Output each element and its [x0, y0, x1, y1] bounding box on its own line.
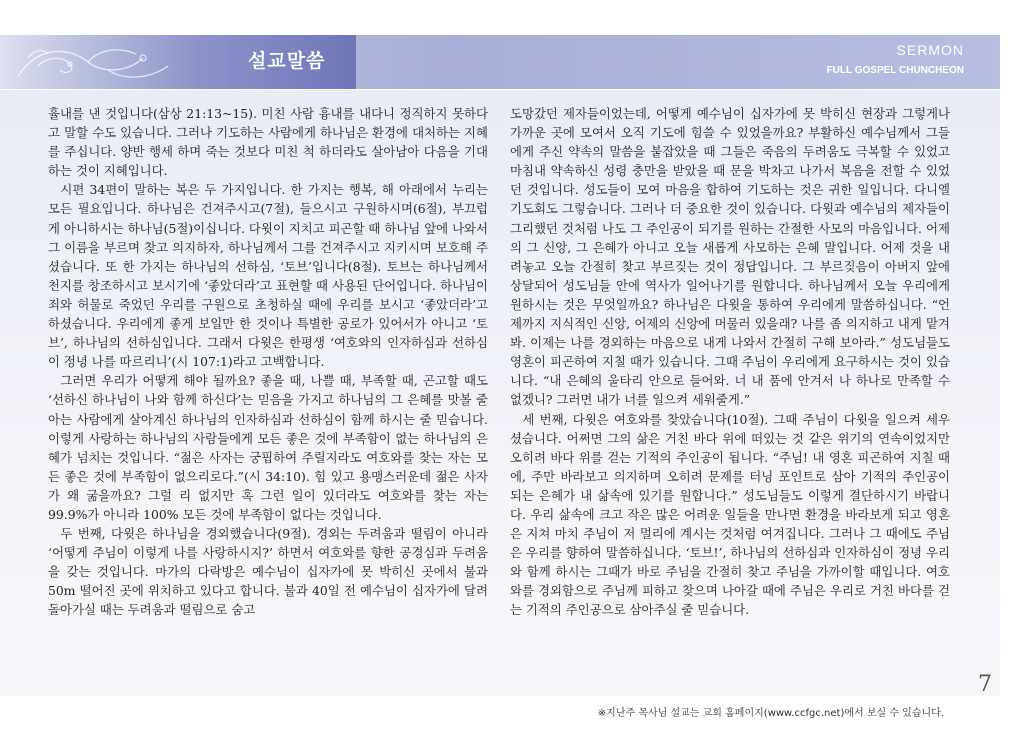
right-text-column — [510, 104, 950, 620]
page-edge — [1000, 35, 1024, 696]
left-text-column — [48, 104, 488, 620]
paragraph: 시편 34편이 말하는 복은 두 가지입니다. 한 가지는 행복, 해 아래에서 누리는 모든 필요입니다. 하나님은 건져주시고(7절), 들으시고 구원하시며(6절), 부끄럽게 아니하시는 하나님(5절)이십니다. 다윗이 지치고 피곤할 때 하나님 앞에 나와서 그 이름을 부르며 찾고 의지하자, 하나님께서 그를 건져주시고 지키시며 보호해 주셨습니다. 또 한 가지는 하나님의 선하심, ‘토브’입니다(8절). 토브는 하나님께서 천지를 창조하시고 보시기에 ‘좋았더라’고 표현할 때 사용된 단어입니다. 하나님이 죄와 허물로 죽었던 우리를 구원으로 초청하실 때에 우리를 보시고 ‘좋았더라’고 하셨습니다. 우리에게 좋게 보일만 한 것이나 특별한 공로가 있어서가 아니고 ‘토브’, 하나님의 선하심입니다. 그래서 다윗은 한평생 ‘여호와의 인자하심과 선하심이 정녕 나를 따르리니’(시 107:1)라고 고백합니다. — [48, 182, 488, 370]
sermon-label: SERMON — [896, 42, 964, 58]
flourish-ornament-icon — [8, 36, 208, 88]
section-title: 설교말씀 — [248, 50, 326, 72]
paragraph: 휼내를 낸 것입니다(삼상 21:13~15). 미친 사람 흉내를 내다니 정직하지 못하다고 말할 수도 있습니다. 그러나 기도하는 사람에게 하나님은 환경에 대처하는 지혜를 주십니다. 양반 행세 하며 죽는 것보다 미친 척 하더라도 살아남아 다음을 기대하는 것이 지혜입니다. — [48, 106, 488, 179]
church-name: FULL GOSPEL CHUNCHEON — [826, 65, 964, 76]
paragraph: 그러면 우리가 어떻게 해야 될까요? 좋을 때, 나쁠 때, 부족할 때, 곤고할 때도 ‘선하신 하나님이 나와 함께 하신다’는 믿음을 가지고 하나님의 그 은혜를 맛볼 줄 아는 사람에게 살아계신 하나님의 인자하심과 선하심이 함께 하시는 줄 믿습니다. 이렇게 사랑하는 하나님의 사람들에게 모든 좋은 것에 부족함이 없는 하나님의 은혜가 넘치는 것입니다. “젊은 사자는 궁핍하여 주릴지라도 여호와를 찾는 자는 모든 좋은 것에 부족함이 없으리로다.”(시 34:10). 힘 있고 용맹스러운데 젊은 사자가 왜 굶을까요? 그럴 리 없지만 혹 그런 일이 있더라도 여호와를 찾는 자는 99.9%가 아니라 100% 모든 것에 부족함이 없다는 것입니다. — [48, 373, 488, 522]
footnote: ※지난주 목사님 설교는 교회 홈페이지(www.ccfgc.net)에서 보실 수 있습니다. — [597, 708, 944, 719]
paragraph: 세 번째, 다윗은 여호와를 찾았습니다(10절). 그때 주님이 다윗을 일으켜 세우셨습니다. 어쩌면 그의 삶은 거친 바다 위에 떠있는 것 같은 위기의 연속이었지만 오히려 바다 위를 걷는 기적의 주인공이 됩니다. “주님! 내 영혼 피곤하여 지칠 때에, 주만 바라보고 의지하며 오히려 문제를 터닝 포인트로 삼아 기적의 주인공이 되는 은혜가 내 삶속에 있기를 원합니다.” 성도님들도 이렇게 결단하시기 바랍니다. 우리 삶속에 크고 작은 많은 어려운 일들을 만나면 환경을 바라보게 되고 영혼은 지쳐 마치 주님이 저 멀리에 계시는 것처럼 여겨집니다. 그러나 그 때에도 주님은 우리를 향하여 말씀하십니다. ‘토브!’, 하나님의 선하심과 인자하심이 정녕 우리와 함께 하시는 그때가 바로 주님을 간절히 찾고 주님을 가까이할 때입니다. 여호와를 경외함으로 주님께 피하고 찾으며 나아갈 때에 주님은 우리로 거친 바다를 걷는 기적의 주인공으로 삼아주실 줄 믿습니다. — [510, 411, 950, 618]
page-number: 7 — [978, 672, 992, 697]
paragraph: 두 번째, 다윗은 하나님을 경외했습니다(9절). 경외는 두려움과 떨림이 아니라 ‘어떻게 주님이 이렇게 나를 사랑하시지?’ 하면서 여호와를 향한 공경심과 두려움을 갖는 것입니다. 마가의 다락방은 예수님이 십자가에 못 박히신 곳에서 불과 50m 떨어진 곳에 위치하고 있다고 합니다. 불과 40일 전 예수님이 십자가에 달려 돌아가실 때는 두려움과 떨림으로 숨고 — [48, 526, 488, 618]
paragraph: 도망갔던 제자들이었는데, 어떻게 예수님이 십자가에 못 박히신 현장과 그렇게나 가까운 곳에 모여서 오직 기도에 힘쓸 수 있었을까요? 부활하신 예수님께서 그들에게 주신 약속의 말씀을 붙잡았을 때 그들은 죽음의 두려움도 극복할 수 있었고 마침내 약속하신 성령 충만을 받았을 때 문을 박차고 나가서 복음을 전할 수 있었던 것입니다. 성도들이 모여 마음을 합하여 기도하는 것은 귀한 일입니다. 다니엘 기도회도 그렇습니다. 그러나 더 중요한 것이 있습니다. 다윗과 예수님의 제자들이 그리했던 것처럼 나도 그 주인공이 되기를 원하는 간절한 사모의 마음입니다. 어제의 그 신앙, 그 은혜가 아니고 오늘 새롭게 사모하는 은혜 말입니다. 어제 것을 내려놓고 오늘 간절히 찾고 부르짖는 것이 정답입니다. 그 부르짖음이 아버지 앞에 상달되어 성도님들 안에 역사가 일어나기를 원합니다. 하나님께서 오늘 우리에게 원하시는 것은 무엇일까요? 하나님은 다윗을 통하여 우리에게 말씀하십니다. “언제까지 지식적인 신앙, 어제의 신앙에 머물러 있을래? 나를 좀 의지하고 내게 맡겨봐. 이제는 나를 경외하는 마음으로 내게 나와서 간절히 구해 보아라.” 성도님들도 영혼이 피곤하여 지칠 때가 있습니다. 그때 주님이 우리에게 요구하시는 것이 있습니다. “내 은혜의 울타리 안으로 들어와. 너 내 품에 안겨서 나 하나로 만족할 수 없겠니? 그러면 내가 너를 일으켜 세워줄게.” — [510, 106, 950, 408]
